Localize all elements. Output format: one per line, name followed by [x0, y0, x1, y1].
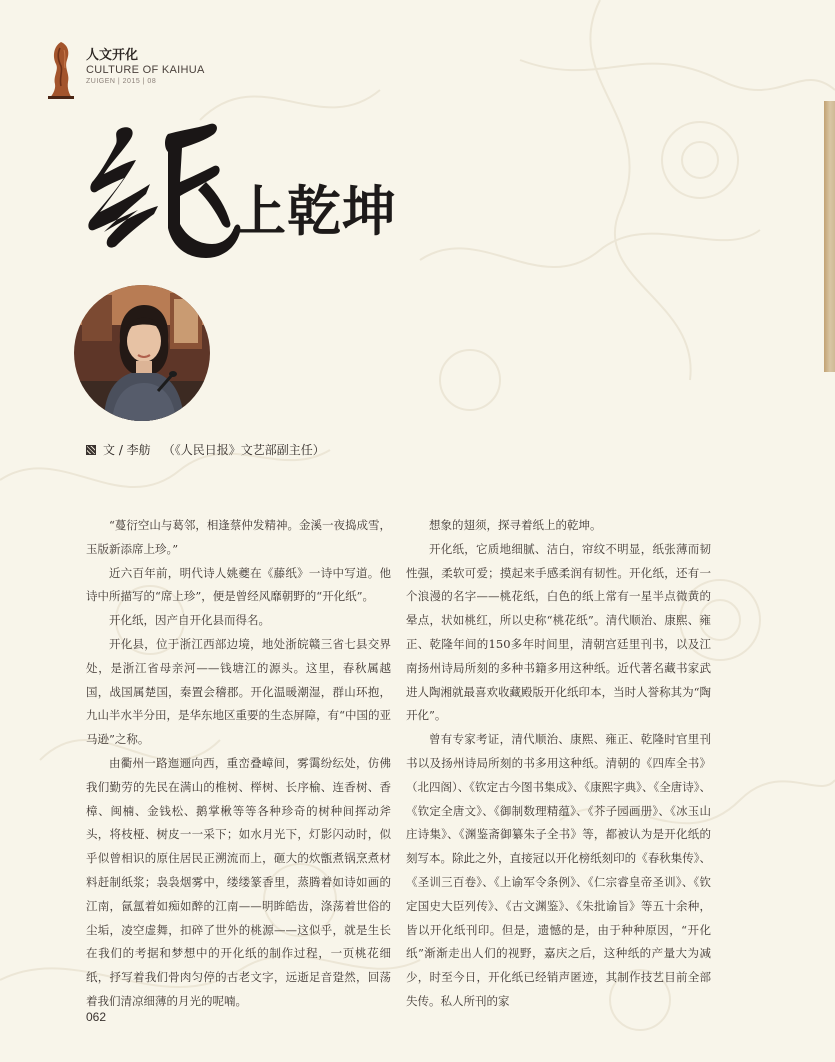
paragraph: 想象的翅须，探寻着纸上的乾坤。	[429, 518, 602, 532]
section-title-en: CULTURE OF KAIHUA	[86, 64, 205, 76]
section-title-cn: 人文开化	[86, 48, 139, 63]
edge-photo-strip	[824, 101, 835, 372]
issue-label: ZUIGEN | 2015 | 08	[86, 78, 157, 85]
paragraph: 开化纸，它质地细腻、洁白，帘纹不明显，纸张薄而韧性强，柔软可爱；摸起来手感柔润有韧性。开化纸，还有一个浪漫的名字——桃花纸，白色的纸上常有一星半点微黄的晕点，状如桃红，所以史称“桃花纸”。清代顺治、康熙、雍正、乾隆年间的150多年时间里，清朝宫廷里刊书，以及江南扬州诗局所刻的多种书籍多用这种纸。近代著名藏书家武进人陶湘就最喜欢收藏殿版开化纸印本，当时人誉称其为“陶开化”。	[406, 541, 711, 723]
author-affiliation: （《人民日报》文艺部副主任）	[162, 443, 325, 457]
article-column-left	[86, 514, 391, 1014]
title-calligraphy-character	[86, 112, 241, 262]
byline	[86, 441, 325, 458]
section-header	[86, 48, 205, 87]
article-column-right	[406, 514, 711, 1014]
byline-square-icon	[86, 445, 96, 455]
paragraph: 开化纸，因产自开化县而得名。	[109, 613, 270, 628]
paragraph: 开化县，位于浙江西部边境，地处浙皖赣三省七县交界处，是浙江省母亲河——钱塘江的源头。这里，春秋属越国，战国属楚国，秦置会稽郡。开化温暖潮湿，群山环抱，九山半水半分田，是华东地区重要的生态屏障，有“中国的亚马逊”之称。	[86, 636, 391, 747]
paragraph: “蔓衍空山与葛邻，相逢蔡仲发精神。金溪一夜捣成雪，玉版新添席上珍。”	[86, 518, 391, 556]
author-name: 文 / 李舫	[103, 443, 151, 457]
root-carving-logo-icon	[46, 40, 76, 100]
paragraph: 近六百年前，明代诗人姚夔在《藤纸》一诗中写道。他诗中所描写的“席上珍”，便是曾经风靡朝野的“开化纸”。	[86, 565, 391, 604]
paragraph: 曾有专家考证，清代顺治、康熙、雍正、乾隆时官里刊书以及扬州诗局所刻的书多用这种纸。清朝的《四库全书》（北四阁）、《钦定古今图书集成》、《康熙字典》、《全唐诗》、《钦定全唐文》、《御制数理精蕴》、《芥子园画册》、《冰玉山庄诗集》、《渊鉴斋御纂朱子全书》等，都被认为是开化纸的刻写本。除此之外，直接冠以开化榜纸刻印的《春秋集传》、《圣训三百卷》、《上谕军令条例》、《仁宗睿皇帝圣训》、《钦定国史大臣列传》、《古文渊鉴》、《朱批谕旨》等五十余种，皆以开化纸刊印。但是，遗憾的是，由于种种原因，“开化纸”渐渐走出人们的视野，嘉庆之后，这种纸的产量大为减少，时至今日，开化纸已经销声匿迹，其制作技艺目前全部失传。私人所刊的家	[406, 732, 711, 1008]
page-number: 062	[86, 1010, 107, 1024]
author-portrait	[74, 285, 210, 421]
title-text: 上乾坤	[232, 180, 397, 243]
paragraph: 由衢州一路迤逦向西，重峦叠嶂间，雾霭纷纭处，仿佛我们勤劳的先民在满山的椎树、榉树、长序榆、连香树、香樟、闽楠、金钱松、鹅掌楸等等各种珍奇的树种间挥动斧头，将枝桠、树皮一一采下；如水月光下，灯影闪动时，似乎似曾相识的原住居民正溯流而上，砸大的炊甑煮锅烹煮材料赶制纸浆；袅袅烟雾中，缕缕篆香里，蒸腾着如诗如画的江南，氤氲着如痴如醉的江南——明眸皓齿，涤荡着世俗的尘垢，凌空虚舞，扣碎了世外的桃源——这似乎，就是生长在我们的考据和梦想中的开化纸的制作过程，一页桃花细纸，抒写着我们骨肉匀停的古老文字，远逝足音跫然，回荡着我们清凉细薄的月光的呢喃。	[86, 755, 391, 1008]
